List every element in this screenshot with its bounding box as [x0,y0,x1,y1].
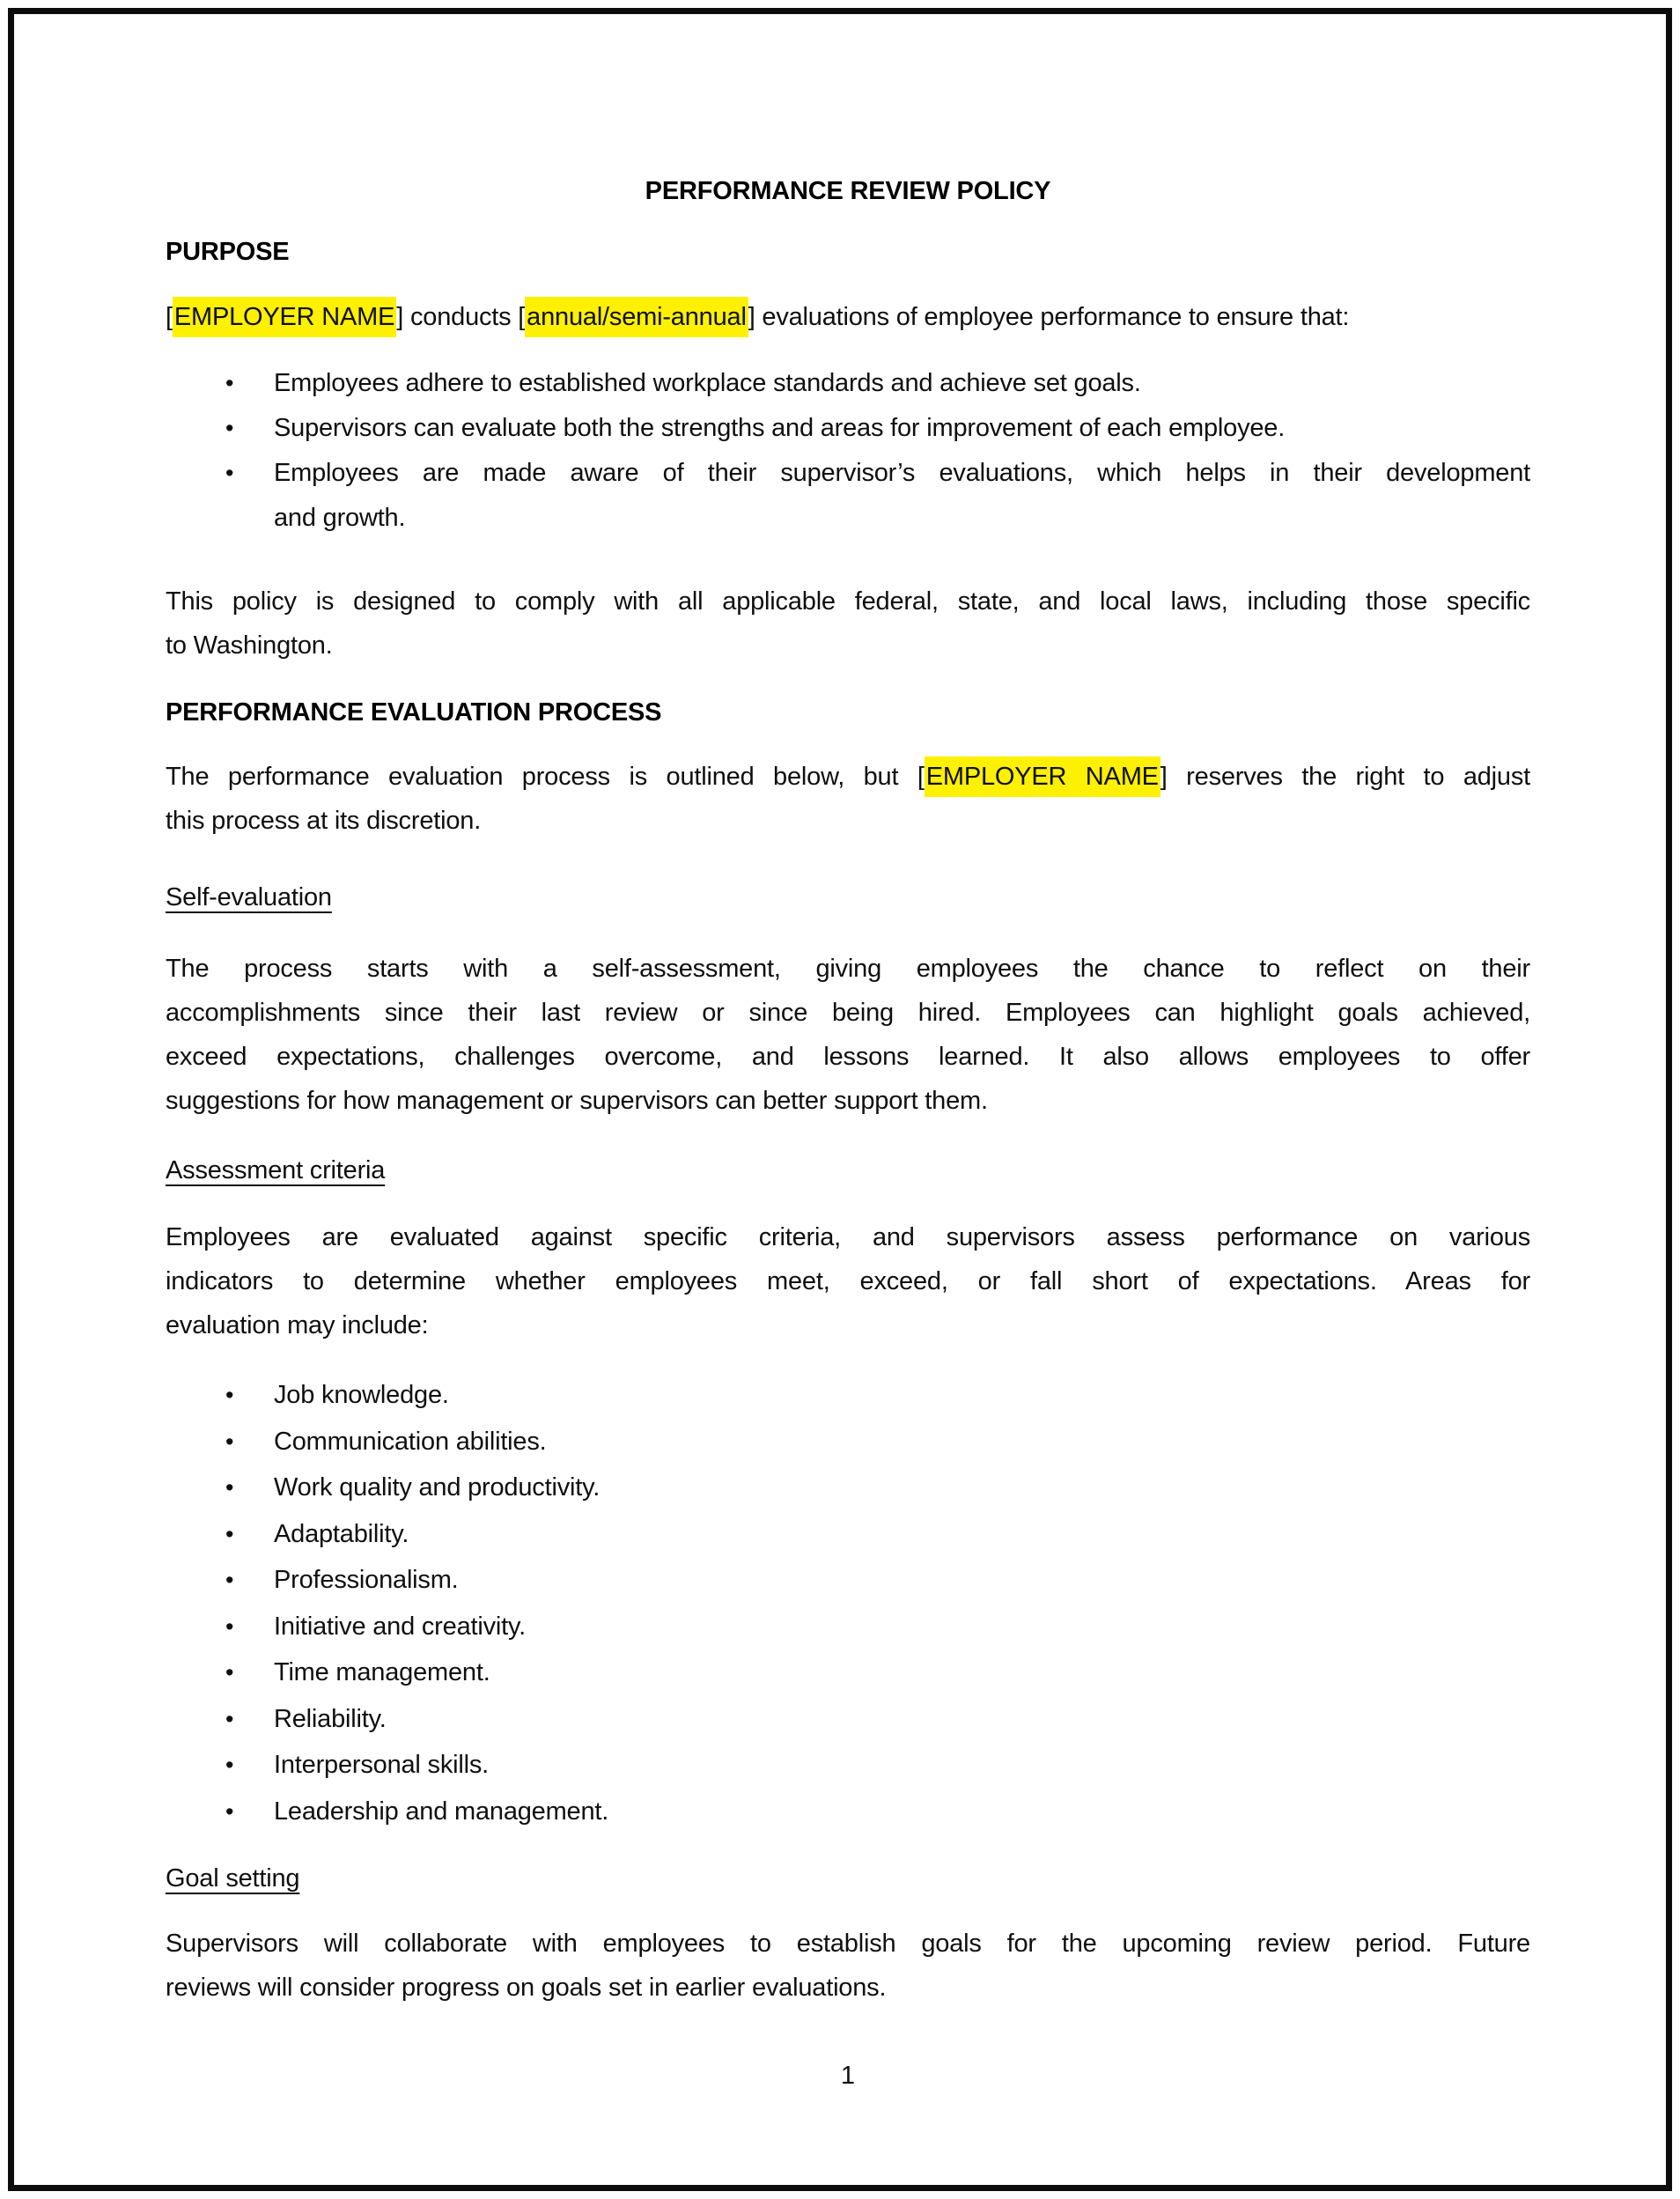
bullet-item [166,451,1530,541]
text-run: indicators to determine whether employees meet, exceed, or fall short of expectations. Areas for [166,1267,1530,1295]
bullet-item [166,1742,1530,1789]
paragraph-line [166,1035,1530,1079]
paragraph-line [166,947,1530,991]
bullet-icon: • [225,1382,234,1408]
bullet-item [166,1511,1530,1558]
bullet-line [274,1789,1530,1835]
paragraph-self-evaluation [166,947,1530,1123]
bullet-icon: • [225,1705,234,1732]
bullet-icon: • [225,1520,234,1547]
bullet-icon: • [225,1567,234,1593]
bullet-item [166,406,1530,451]
paragraph-assessment-criteria [166,1215,1530,1347]
paragraph-line [166,1079,1530,1123]
text-run: Employees are made aware of their supervisor’s evaluations, which helps in their development [274,459,1530,487]
section-heading-purpose: PURPOSE [166,238,290,266]
bullet-icon: • [225,1659,234,1686]
bullet-item [166,361,1530,406]
text-run: ] conducts [ [396,303,526,331]
purpose-bullet-list [166,361,1530,541]
bullet-line [274,1465,1530,1511]
text-run: exceed expectations, challenges overcome, and lessons learned. It also allows employees to offer [166,1043,1530,1071]
paragraph-line [166,1966,1530,2010]
bullet-line [274,361,1530,406]
bullet-item [166,1696,1530,1743]
paragraph-line [166,295,1530,339]
text-run: Professionalism. [274,1566,459,1594]
subheading-self-evaluation: Self-evaluation [166,883,332,911]
text-run: Employees adhere to established workplace standards and achieve set goals. [274,369,1141,397]
bullet-item [166,1557,1530,1604]
text-run: Work quality and productivity. [274,1473,601,1502]
document-title: PERFORMANCE REVIEW POLICY [645,177,1051,205]
subheading-goal-setting: Goal setting [166,1864,300,1893]
paragraph-compliance [166,579,1530,668]
text-run: Interpersonal skills. [274,1751,490,1779]
bullet-icon: • [225,1428,234,1455]
paragraph-process-overview [166,755,1530,843]
highlighted-placeholder: EMPLOYER NAME [173,297,396,337]
text-run: The performance evaluation process is outlined below, but [ [166,763,925,791]
bullet-line [274,1604,1530,1650]
text-run: reviews will consider progress on goals set in earlier evaluations. [166,1974,887,2002]
bullet-line [274,1419,1530,1465]
text-run: Leadership and management. [274,1797,609,1826]
bullet-line [274,1696,1530,1743]
text-run: and growth. [274,504,406,532]
text-run: ] reserves the right to adjust [1160,763,1531,791]
bullet-line [274,1649,1530,1696]
paragraph-line [166,624,1530,668]
bullet-line [274,1557,1530,1604]
page-number: 1 [840,2062,856,2090]
paragraph-goal-setting [166,1922,1530,2010]
text-run: Initiative and creativity. [274,1612,527,1641]
paragraph-line [166,755,1530,799]
text-run: suggestions for how management or supervisors can better support them. [166,1087,988,1115]
text-run: this process at its discretion. [166,807,482,835]
bullet-item [166,1604,1530,1650]
document-body [166,0,1530,2010]
bullet-item [166,1789,1530,1835]
bullet-icon: • [225,1752,234,1778]
text-run: Employees are evaluated against specific criteria, and supervisors assess performance on various [166,1223,1530,1251]
text-run: [ [166,303,173,331]
bullet-line [274,496,1530,541]
section-heading-evaluation-process: PERFORMANCE EVALUATION PROCESS [166,698,662,727]
bullet-line [274,1742,1530,1789]
bullet-icon: • [225,460,234,486]
text-run: Job knowledge. [274,1381,449,1409]
paragraph-line [166,1259,1530,1303]
bullet-icon: • [225,1612,234,1640]
highlighted-placeholder: EMPLOYER NAME [925,756,1161,797]
bullet-icon: • [225,1797,234,1825]
bullet-line [274,406,1530,451]
paragraph-intro [166,295,1530,339]
bullet-icon: • [225,370,234,396]
text-run: Communication abilities. [274,1427,547,1456]
text-run: This policy is designed to comply with all applicable federal, state, and local laws, including those specific [166,587,1530,616]
paragraph-line [166,991,1530,1035]
text-run: Adaptability. [274,1519,409,1548]
paragraph-line [166,1215,1530,1259]
text-run: The process starts with a self-assessment, giving employees the chance to reflect on their [166,955,1530,983]
text-run: Reliability. [274,1704,387,1733]
text-run: Supervisors can evaluate both the strengths and areas for improvement of each employee. [274,414,1286,442]
text-run: evaluation may include: [166,1311,429,1339]
bullet-item [166,1372,1530,1419]
bullet-icon: • [225,1474,234,1501]
text-run: Supervisors will collaborate with employees to establish goals for the upcoming review period. Future [166,1930,1530,1958]
bullet-item [166,1419,1530,1465]
text-run: Time management. [274,1658,490,1686]
bullet-item [166,1465,1530,1511]
criteria-bullet-list [166,1372,1530,1834]
bullet-icon: • [225,415,234,441]
paragraph-line [166,1922,1530,1966]
text-run: accomplishments since their last review or since being hired. Employees can highlight goals achieved, [166,999,1530,1027]
paragraph-line [166,579,1530,624]
bullet-line [274,451,1530,496]
bullet-line [274,1511,1530,1558]
paragraph-line [166,1303,1530,1347]
subheading-assessment-criteria: Assessment criteria [166,1156,386,1184]
bullet-line [274,1372,1530,1419]
bullet-item [166,1649,1530,1696]
text-run: to Washington. [166,631,333,660]
highlighted-placeholder: annual/semi-annual [525,297,748,337]
paragraph-line [166,799,1530,843]
text-run: ] evaluations of employee performance to ensure that: [748,303,1350,331]
